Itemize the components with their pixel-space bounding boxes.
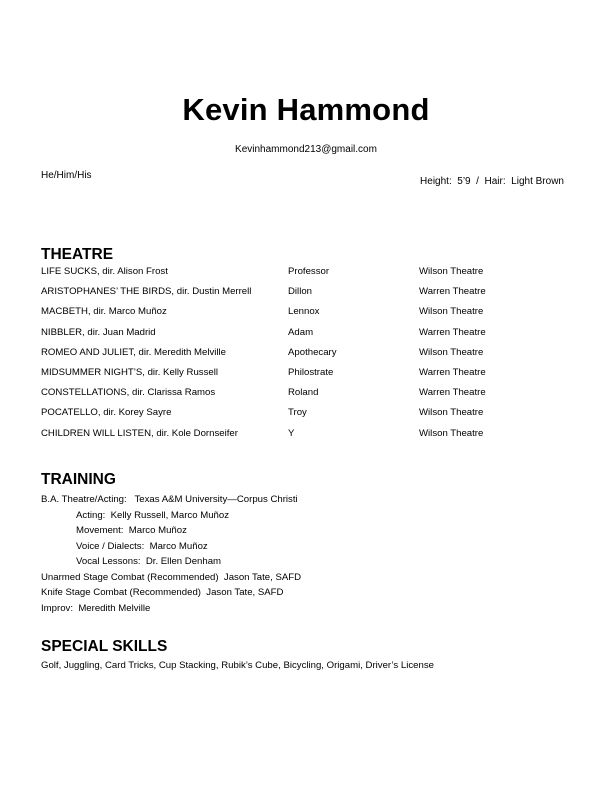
physical-stats: Height: 5’9 / Hair: Light Brown: [420, 176, 564, 187]
credit-venue: Wilson Theatre: [419, 427, 484, 439]
credit-role: Troy: [288, 407, 307, 419]
table-row: [41, 286, 581, 306]
credit-role: Lennox: [288, 306, 320, 318]
credit-role: Philostrate: [288, 366, 334, 378]
table-row: [41, 428, 581, 448]
credit-show: CONSTELLATIONS, dir. Clarissa Ramos: [41, 387, 216, 399]
credit-venue: Warren Theatre: [419, 326, 486, 338]
training-movement: Movement: Marco Muñoz: [76, 525, 187, 536]
training-acting: Acting: Kelly Russell, Marco Muñoz: [76, 509, 230, 521]
training-degree: B.A. Theatre/Acting: Texas A&M University—Corpus Christi: [41, 494, 298, 505]
training-unarmed-combat: Unarmed Stage Combat (Recommended) Jason Tate, SAFD: [41, 571, 302, 583]
table-row: [41, 407, 581, 427]
special-skills-text: Golf, Juggling, Card Tricks, Cup Stacking, Rubik’s Cube, Bicycling, Origami, Driver’s License: [41, 660, 434, 671]
email-address: Kevinhammond213@gmail.com: [235, 144, 377, 155]
credit-show: ARISTOPHANES’ THE BIRDS, dir. Dustin Merrell: [41, 286, 252, 298]
credit-show: POCATELLO, dir. Korey Sayre: [41, 407, 172, 419]
credit-venue: Wilson Theatre: [419, 346, 484, 358]
pronouns: He/Him/His: [41, 170, 92, 181]
table-row: [41, 327, 581, 347]
table-row: [41, 266, 581, 286]
training-voice-dialects: Voice / Dialects: Marco Muñoz: [76, 540, 208, 552]
credit-show: CHILDREN WILL LISTEN, dir. Kole Dornseifer: [41, 427, 238, 439]
credit-show: ROMEO AND JULIET, dir. Meredith Melville: [41, 346, 226, 358]
credit-role: Adam: [288, 326, 314, 338]
credit-show: MACBETH, dir. Marco Muñoz: [41, 306, 167, 318]
credit-venue: Warren Theatre: [419, 387, 486, 399]
credit-venue: Wilson Theatre: [419, 306, 484, 318]
credit-venue: Warren Theatre: [419, 366, 486, 378]
training-improv: Improv: Meredith Melville: [41, 602, 151, 614]
credit-venue: Wilson Theatre: [419, 407, 484, 419]
theatre-credits-table: [41, 266, 581, 448]
credit-role: Professor: [288, 266, 330, 277]
credit-show: MIDSUMMER NIGHT’S, dir. Kelly Russell: [41, 366, 218, 378]
credit-role: Apothecary: [288, 346, 337, 358]
credit-role: Roland: [288, 387, 319, 399]
table-row: [41, 347, 581, 367]
credit-venue: Wilson Theatre: [419, 266, 484, 277]
section-title-special-skills: SPECIAL SKILLS: [41, 638, 168, 655]
credit-role: Y: [288, 427, 295, 439]
training-list: [41, 492, 301, 616]
resume-name: Kevin Hammond: [182, 92, 430, 127]
table-row: [41, 306, 581, 326]
table-row: [41, 387, 581, 407]
section-title-training: TRAINING: [41, 471, 116, 488]
training-vocal-lessons: Vocal Lessons: Dr. Ellen Denham: [76, 556, 222, 567]
table-row: [41, 367, 581, 387]
section-title-theatre: THEATRE: [41, 246, 114, 263]
credit-role: Dillon: [288, 286, 312, 298]
training-knife-combat: Knife Stage Combat (Recommended) Jason Tate, SAFD: [41, 587, 284, 598]
credit-show: LIFE SUCKS, dir. Alison Frost: [41, 266, 168, 277]
credit-venue: Warren Theatre: [419, 286, 486, 298]
credit-show: NIBBLER, dir. Juan Madrid: [41, 326, 156, 338]
